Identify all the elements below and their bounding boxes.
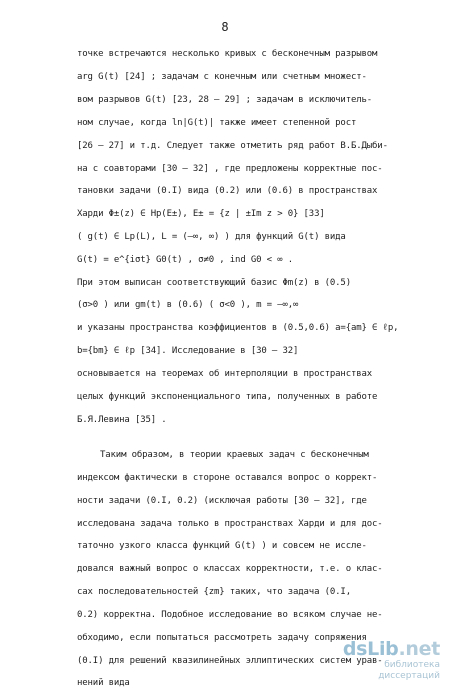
text-line: G(t) = e^{iσt} G0(t) , σ≠0 , ind G0 < ∞ . <box>77 255 294 265</box>
text-line: таточно узкого класса функций G(t) ) и совсем не иссле- <box>77 541 367 551</box>
text-line: исследована задача только в пространствах Харди и для дос- <box>77 519 383 529</box>
watermark-tagline: библиотека диссертаций <box>378 660 440 681</box>
text-line: (0.I) для решений квазилинейных эллиптических систем урав- <box>77 656 383 666</box>
text-line: ности задачи (0.I, 0.2) (исключая работы [30 – 32], где <box>77 496 367 506</box>
text-line: (σ>0 ) или gm(t) в (0.6) ( σ<0 ), m = –∞,∞ <box>77 300 299 310</box>
text-line: нений вида <box>77 678 130 688</box>
text-line: b={bm} ∈ ℓp [34]. Исследование в [30 – 32] <box>77 346 299 356</box>
text-line: точке встречаются несколько кривых с бесконечным разрывом <box>77 49 378 59</box>
text-line: обходимо, если попытаться рассмотреть задачу сопряжения <box>77 633 367 643</box>
page-number: 8 <box>221 20 229 34</box>
text-line: Б.Я.Левина [35] . <box>77 415 167 425</box>
text-line: сах последовательностей {zm} таких, что задача (0.I, <box>77 587 351 597</box>
text-line: Харди Φ±(z) ∈ Hp(E±), E± = {z | ±Im z > 0} [33] <box>77 209 325 219</box>
text-line: [26 – 27] и т.д. Следует также отметить ряд работ В.Б.Дыби- <box>77 141 388 151</box>
watermark-logo: dsLib.net <box>342 638 440 660</box>
text-line: ( g(t) ∈ Lp(L), L = (–∞, ∞) ) для функций G(t) вида <box>77 232 346 242</box>
paragraph-first-line: Таким образом, в теории краевых задач с бесконечным <box>100 450 369 460</box>
text-line: arg G(t) [24] ; задачам с конечным или счетным множест- <box>77 72 367 82</box>
text-line: 0.2) корректна. Подобное исследование во всяком случае не- <box>77 610 383 620</box>
text-line: основывается на теоремах об интерполяции в пространствах <box>77 369 373 379</box>
text-line: на с соавторами [30 – 32] , где предложены корректные пос- <box>77 164 383 174</box>
text-line: вом разрывов G(t) [23, 28 – 29] ; задачам в исключитель- <box>77 95 373 105</box>
text-line: ном случае, когда ln|G(t)| также имеет степенной рост <box>77 118 357 128</box>
text-line: целых функций экспоненциального типа, полученных в работе <box>77 392 378 402</box>
text-line: довался важный вопрос о классах корректности, т.е. о клас- <box>77 564 383 574</box>
text-line: При этом выписан соответствующий базис Φm(z) в (0.5) <box>77 278 351 288</box>
text-line: индексом фактически в стороне оставался вопрос о коррект- <box>77 473 378 483</box>
text-line: тановки задачи (0.I) вида (0.2) или (0.6) в пространствах <box>77 186 378 196</box>
watermark <box>340 638 440 682</box>
text-line: и указаны пространства коэффициентов в (0.5,0.6) a={am} ∈ ℓp, <box>77 323 399 333</box>
